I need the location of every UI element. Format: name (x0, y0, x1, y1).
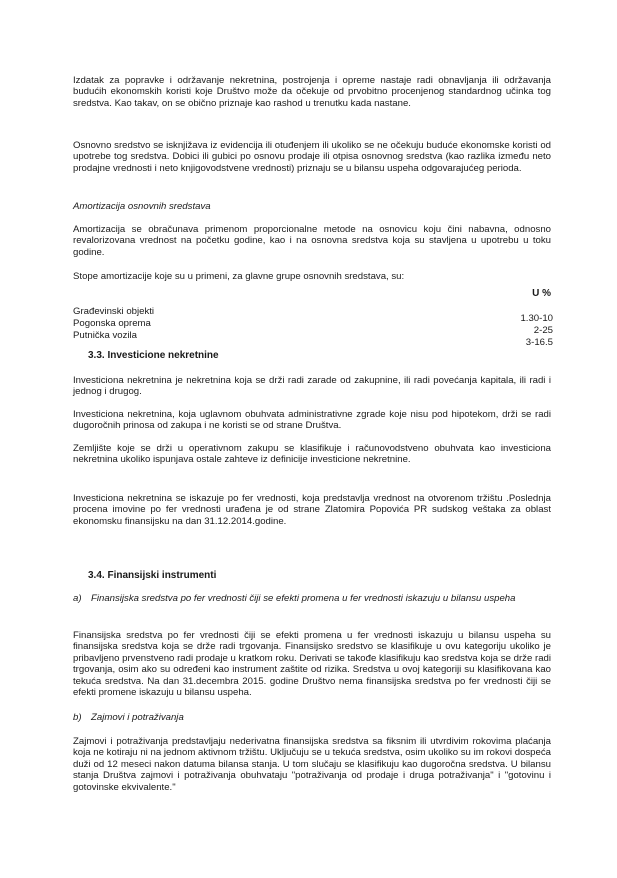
rate-value-vehicles: 3-16.5 (525, 337, 553, 348)
amortization-subheading: Amortizacija osnovnih sredstava (73, 201, 211, 212)
paragraph-maintenance-costs: Izdatak za popravke i održavanje nekretnina, postrojenja i opreme nastaje radi obnavljanja ili održavanja budućih ekonomskih koristi koje Društvo može da očekuje od prvobitno procenjenog standardnog učinka tog sredstva. Kao takav, on se obično priznaje kao rashod u trenutku kada nastane. (73, 75, 551, 109)
subsection-b-title: Zajmovi i potraživanja (91, 712, 184, 723)
paragraph-financial-assets-fvtpl: Finansijska sredstva po fer vrednosti čiji se efekti promena u fer vrednosti iskazuju u bilansu uspeha su finansijska sredstva koja se drže radi trgovanja. Finansijsko sredstvo se klasifikuje u ovu kategoriju ukoliko je pribavljeno prvenstveno radi prodaje u kratkom roku. Derivati se takođe klasifikuju kao sredstva koja se drže radi trgovanja, osim ako su određeni kao instrument zaštite od rizika. Sredstva u ovoj kategoriji su klasifikovana kao tekuća sredstva. Na dan 31.decembra 2015. godine Društvo nema finansijska sredstva po fer vrednosti čiji se efekti promene iskazuju u bilansu uspeha. (73, 630, 551, 699)
section-heading-investment-property: 3.3. Investicione nekretnine (88, 350, 219, 361)
rate-label-buildings: Građevinski objekti (73, 306, 155, 317)
subsection-a-heading (73, 593, 551, 604)
rate-label-equipment: Pogonska oprema (73, 318, 151, 329)
paragraph-derecognition: Osnovno sredstvo se isknjižava iz evidencija ili otuđenjem ili ukoliko se ne očekuju buduće ekonomske koristi od upotrebe tog sredstva. Dobici ili gubici po osnovu prodaje ili otpisa osnovnog sredstva (kao razlika između neto prodajne vrednosti i neto knjigovodstvene vrednosti) priznaju se u bilansu uspeha odgovarajućeg perioda. (73, 140, 551, 174)
subsection-b-heading (73, 712, 551, 723)
paragraph-loans-receivables: Zajmovi i potraživanja predstavljaju nederivatna finansijska sredstva sa fiksnim ili utvrdivim rokovima plaćanja koja ne kotiraju ni na jednom aktivnom tržištu. Uključuju se u tekuća sredstva, osim ukoliko su im rokovi dospeća duži od 12 meseci nakon datuma bilansa stanja. U tom slučaju se klasifikuju kao dugoročna sredstva. U bilansu stanja Društva zajmovi i potraživanja obuhvataju "potraživanja od prodaje i druga potraživanja" i "gotovinu i gotovinske ekvivalente." (73, 736, 551, 793)
paragraph-land-lease: Zemljište koje se drži u operativnom zakupu se klasifikuje i računovodstveno obuhvata kao investiciona nekretnina ukoliko ispunjava ostale zahteve iz definicije investicione nekretnine. (73, 443, 551, 466)
subsection-a-marker: a) (73, 593, 82, 604)
subsection-b-marker: b) (73, 712, 82, 723)
rates-unit-header: U % (532, 288, 551, 299)
paragraph-investment-property-definition: Investiciona nekretnina je nekretnina koja se drži radi zarade od zakupnine, ili radi povećanja kapitala, ili radi i jednog i drugog. (73, 375, 551, 398)
rate-value-buildings: 1.30-10 (520, 313, 553, 324)
rate-value-equipment: 2-25 (533, 325, 553, 336)
paragraph-fair-value: Investiciona nekretnina se iskazuje po fer vrednosti, koja predstavlja vrednost na otvorenom tržištu .Poslednja procena imovine po fer vrednosti urađena je od strane Zlatomira Popovića PR sudskog veštaka za oblast ekonomsku finansijsku na dan 31.12.2014.godine. (73, 493, 551, 527)
paragraph-investment-property-scope: Investiciona nekretnina, koja uglavnom obuhvata administrativne zgrade koje nisu pod hipotekom, drži se radi dugoročnih prinosa od zakupa i ne koristi se od strane Društva. (73, 409, 551, 432)
section-heading-financial-instruments: 3.4. Finansijski instrumenti (88, 570, 217, 581)
subsection-a-title: Finansijska sredstva po fer vrednosti čiji se efekti promena u fer vrednosti iskazuju u bilansu uspeha (91, 593, 516, 604)
rate-label-vehicles: Putnička vozila (73, 330, 137, 341)
paragraph-amortization-method: Amortizacija se obračunava primenom proporcionalne metode na osnovicu koju čini nabavna, odnosno revalorizovana vrednost na početku godine, kao i na osnovna sredstva koja su stavljena u upotrebu u toku godine. (73, 224, 551, 258)
paragraph-rates-intro: Stope amortizacije koje su u primeni, za glavne grupe osnovnih sredstava, su: (73, 271, 405, 282)
